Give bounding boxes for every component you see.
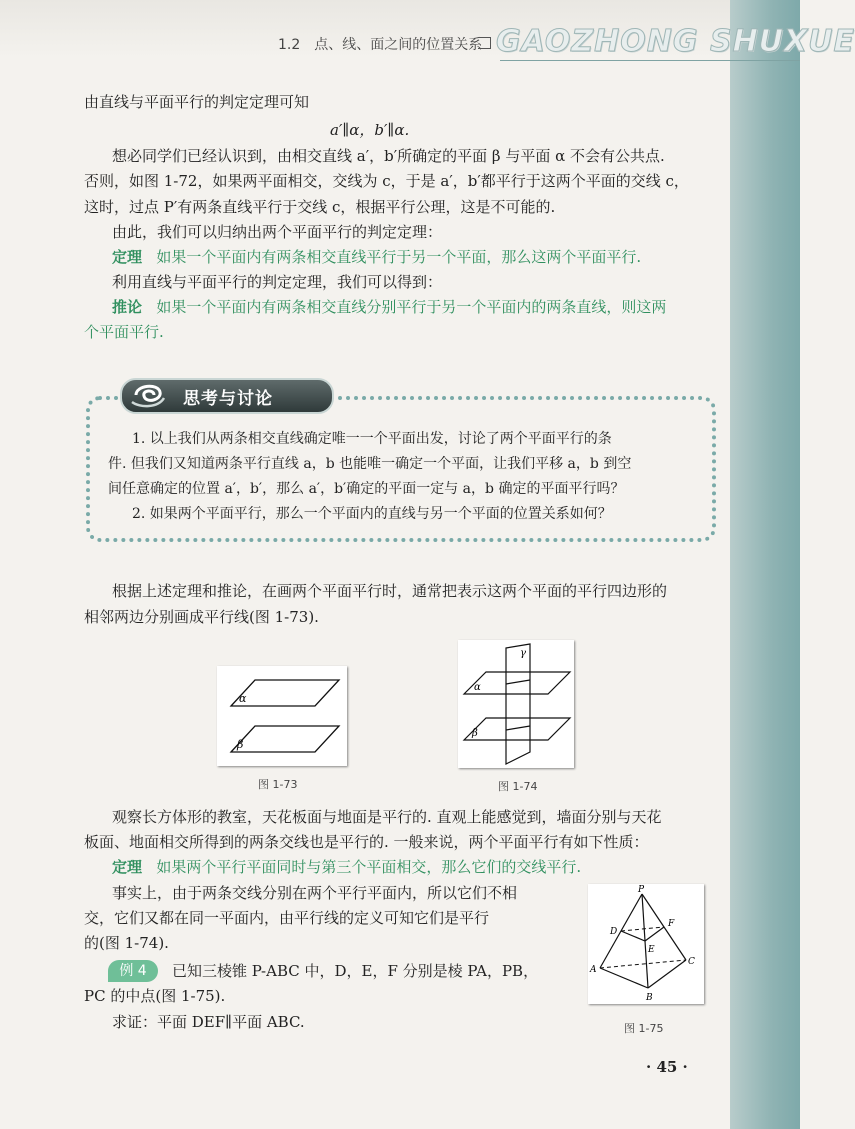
figure-1-73 bbox=[217, 666, 347, 766]
paragraph-1-line-1: 想必同学们已经认识到，由相交直线 a′，b′所确定的平面 β 与平面 α 不会有公共点. bbox=[112, 147, 665, 165]
vertex-P: P bbox=[638, 885, 645, 895]
corollary-label: 推论 bbox=[112, 298, 143, 316]
question-1-line-3: 间任意确定的位置 a′，b′，那么 a′，b′确定的平面一定与 a，b 确定的平面平行吗？ bbox=[108, 481, 625, 497]
paragraph-6-line-3: 的(图 1-74). bbox=[84, 934, 169, 952]
figure-1-74 bbox=[458, 640, 574, 768]
figure-1-74-alpha-label: α bbox=[474, 682, 481, 693]
vertex-A: A bbox=[590, 965, 597, 975]
figure-1-73-beta-label: β bbox=[237, 738, 244, 751]
header-section: 1.2 点、线、面之间的位置关系 bbox=[278, 37, 483, 53]
theorem-1-text: 如果一个平面内有两条相交直线平行于另一个平面，那么这两个平面平行. bbox=[156, 248, 642, 266]
header-rule bbox=[500, 60, 800, 61]
paragraph-6-line-2: 交，它们又都在同一平面内，由平行线的定义可知它们是平行 bbox=[84, 909, 490, 927]
header-bracket-icon bbox=[478, 37, 491, 49]
vertex-C: C bbox=[688, 957, 695, 967]
theorem-1-label: 定理 bbox=[112, 248, 143, 266]
side-band bbox=[730, 0, 800, 1129]
page-number: · 45 · bbox=[646, 1058, 688, 1076]
vertex-F: F bbox=[668, 919, 675, 929]
paragraph-5-line-1: 观察长方体形的教室，天花板面与地面是平行的. 直观上能感觉到，墙面分别与天花 bbox=[112, 808, 662, 826]
paragraph-4-line-1: 根据上述定理和推论，在画两个平面平行时，通常把表示这两个平面的平行四边形的 bbox=[112, 582, 668, 600]
corollary-text-2: 个平面平行. bbox=[84, 323, 164, 341]
paragraph-2: 由此，我们可以归纳出两个平面平行的判定定理： bbox=[112, 223, 443, 241]
figure-1-74-gamma-label: γ bbox=[520, 648, 526, 659]
body-line-1: 由直线与平面平行的判定定理可知 bbox=[84, 93, 310, 111]
figure-1-73-alpha-label: α bbox=[239, 692, 247, 705]
figure-1-73-caption: 图 1-73 bbox=[258, 778, 298, 791]
figure-1-74-beta-label: β bbox=[472, 728, 478, 739]
vertex-D: D bbox=[610, 927, 618, 937]
theorem-2-label: 定理 bbox=[112, 858, 143, 876]
paragraph-6-line-1: 事实上，由于两条交线分别在两个平行平面内，所以它们不相 bbox=[112, 884, 518, 902]
figure-1-75-caption: 图 1-75 bbox=[624, 1022, 664, 1035]
example-4-badge: 例 4 bbox=[108, 960, 158, 982]
formula: a′∥α，b′∥α. bbox=[330, 121, 410, 139]
corollary-text-1: 如果一个平面内有两条相交直线分别平行于另一个平面内的两条直线，则这两 bbox=[156, 298, 667, 316]
vertex-B: B bbox=[646, 993, 653, 1003]
header-brand: GAOZHONG SHUXUE bbox=[496, 24, 855, 59]
figure-1-75-drawing bbox=[588, 884, 704, 1004]
figure-1-74-caption: 图 1-74 bbox=[498, 780, 538, 793]
question-1-line-1: 1. 以上我们从两条相交直线确定唯一一个平面出发，讨论了两个平面平行的条 bbox=[132, 431, 612, 447]
question-1-line-2: 件. 但我们又知道两条平行直线 a，b 也能唯一确定一个平面，让我们平移 a，b 到空 bbox=[108, 456, 632, 472]
paragraph-5-line-2: 板面、地面相交所得到的两条交线也是平行的. 一般来说，两个平面平行有如下性质： bbox=[84, 833, 649, 851]
example-4-line-1: 已知三棱锥 P-ABC 中，D，E，F 分别是棱 PA，PB， bbox=[172, 962, 539, 980]
figure-1-75 bbox=[588, 884, 704, 1004]
paragraph-3: 利用直线与平面平行的判定定理，我们可以得到： bbox=[112, 273, 443, 291]
think-discuss-title: 思考与讨论 bbox=[183, 389, 273, 409]
theorem-1 bbox=[112, 246, 641, 268]
figure-1-73-drawing bbox=[217, 666, 347, 766]
vertex-E: E bbox=[648, 945, 655, 955]
prove-statement: 求证：平面 DEF∥平面 ABC. bbox=[112, 1013, 305, 1031]
corollary bbox=[112, 296, 666, 318]
theorem-2-text: 如果两个平行平面同时与第三个平面相交，那么它们的交线平行. bbox=[156, 858, 582, 876]
question-2: 2. 如果两个平面平行，那么一个平面内的直线与另一个平面的位置关系如何？ bbox=[132, 506, 612, 522]
paragraph-1-line-3: 这时，过点 P′有两条直线平行于交线 c，根据平行公理，这是不可能的. bbox=[84, 198, 556, 216]
theorem-2 bbox=[112, 856, 581, 878]
paragraph-1-line-2: 否则，如图 1-72，如果两平面相交，交线为 c，于是 a′，b′都平行于这两个平面的交线 c， bbox=[84, 172, 689, 190]
figure-1-74-drawing bbox=[458, 640, 574, 768]
example-4-line-2: PC 的中点(图 1-75). bbox=[84, 987, 226, 1005]
swirl-icon bbox=[128, 380, 168, 410]
paragraph-4-line-2: 相邻两边分别画成平行线(图 1-73). bbox=[84, 608, 319, 626]
